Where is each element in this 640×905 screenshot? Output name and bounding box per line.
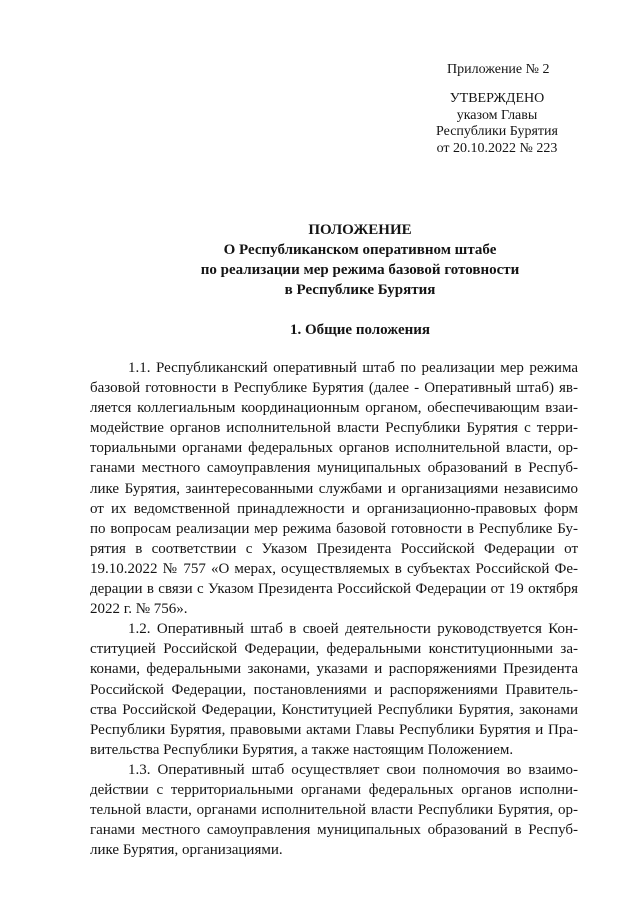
paragraph-line: вительства Республики Бурятия, а также настоящим Положением. bbox=[90, 741, 514, 758]
paragraph-line: ганами местного самоуправления муниципальных образований в Респуб- bbox=[90, 822, 578, 839]
paragraph-line: действии с территориальными органами федеральных органов исполни- bbox=[90, 781, 578, 798]
paragraph-line: лике Бурятия, организациями. bbox=[90, 842, 283, 859]
paragraph-line: от их ведомственной принадлежности и организационно-правовых форм bbox=[90, 500, 578, 517]
paragraph-line: Российской Федерации, постановлениями и распоряжениями Правитель- bbox=[90, 681, 578, 698]
paragraph-1-3 bbox=[90, 760, 578, 860]
paragraph-line: лике Бурятия, заинтересованными службами и организациями независимо bbox=[90, 480, 578, 497]
paragraph-line: тельной власти, органами исполнительной власти Республики Бурятия, ор- bbox=[90, 802, 578, 819]
paragraph-line: 1.3. Оперативный штаб осуществляет свои полномочия во взаимо- bbox=[128, 761, 578, 778]
approval-line: от 20.10.2022 № 223 bbox=[436, 140, 558, 156]
paragraph-line: модействие органов исполнительной власти Республики Бурятия с терри- bbox=[90, 420, 578, 437]
paragraph-line: 1.1. Республиканский оперативный штаб по реализации мер режима bbox=[128, 360, 578, 376]
title-line: в Республике Бурятия bbox=[284, 282, 436, 298]
paragraph-1-1 bbox=[90, 358, 578, 619]
paragraph-line: 1.2. Оперативный штаб в своей деятельности руководствуется Кон- bbox=[128, 621, 578, 638]
paragraph-line: конами, федеральными законами, указами и распоряжениями Президента bbox=[90, 661, 578, 678]
paragraph-1-2 bbox=[90, 619, 578, 760]
paragraph-line: 2022 г. № 756». bbox=[90, 601, 188, 618]
paragraph-line: по вопросам реализации мер режима базовой готовности в Республике Бу- bbox=[90, 520, 578, 537]
paragraph-line: ства Российской Федерации, Конституцией Республики Бурятия, законами bbox=[90, 701, 578, 718]
approval-line: указом Главы bbox=[456, 107, 538, 123]
paragraph-line: Республики Бурятия, правовыми актами Главы Республики Бурятия и Пра- bbox=[90, 721, 578, 738]
attachment-number: Приложение № 2 bbox=[447, 62, 550, 77]
paragraph-line: ляется коллегиальным координационным органом, обеспечивающим взаи- bbox=[90, 400, 578, 417]
paragraph-line: рятия в соответствии с Указом Президента Российской Федерации от bbox=[90, 540, 578, 557]
paragraph-line: 19.10.2022 № 757 «О мерах, осуществляемых в субъектах Российской Фе- bbox=[90, 560, 578, 577]
document-title bbox=[90, 220, 630, 300]
section-heading: 1. Общие положения bbox=[289, 322, 431, 338]
approval-line: Республики Бурятия bbox=[436, 124, 558, 139]
title-line: по реализации мер режима базовой готовности bbox=[200, 262, 520, 278]
paragraph-line: ституцией Российской Федерации, федеральными конституционными за- bbox=[90, 641, 578, 658]
approval-stamp bbox=[420, 91, 574, 157]
paragraph-line: дерации в связи с Указом Президента Российской Федерации от 19 октября bbox=[90, 581, 578, 598]
title-line: О Республиканском оперативном штабе bbox=[223, 242, 497, 258]
paragraph-line: ганами местного самоуправления муниципальных образований в Респуб- bbox=[90, 460, 578, 477]
document-body bbox=[90, 358, 578, 860]
paragraph-line: ториальными органами федеральных органов исполнительной власти, ор- bbox=[90, 440, 578, 457]
paragraph-line: базовой готовности в Республике Бурятия (далее - Оперативный штаб) яв- bbox=[90, 380, 578, 397]
title-line: ПОЛОЖЕНИЕ bbox=[308, 222, 412, 238]
approval-line: УТВЕРЖДЕНО bbox=[449, 91, 545, 106]
